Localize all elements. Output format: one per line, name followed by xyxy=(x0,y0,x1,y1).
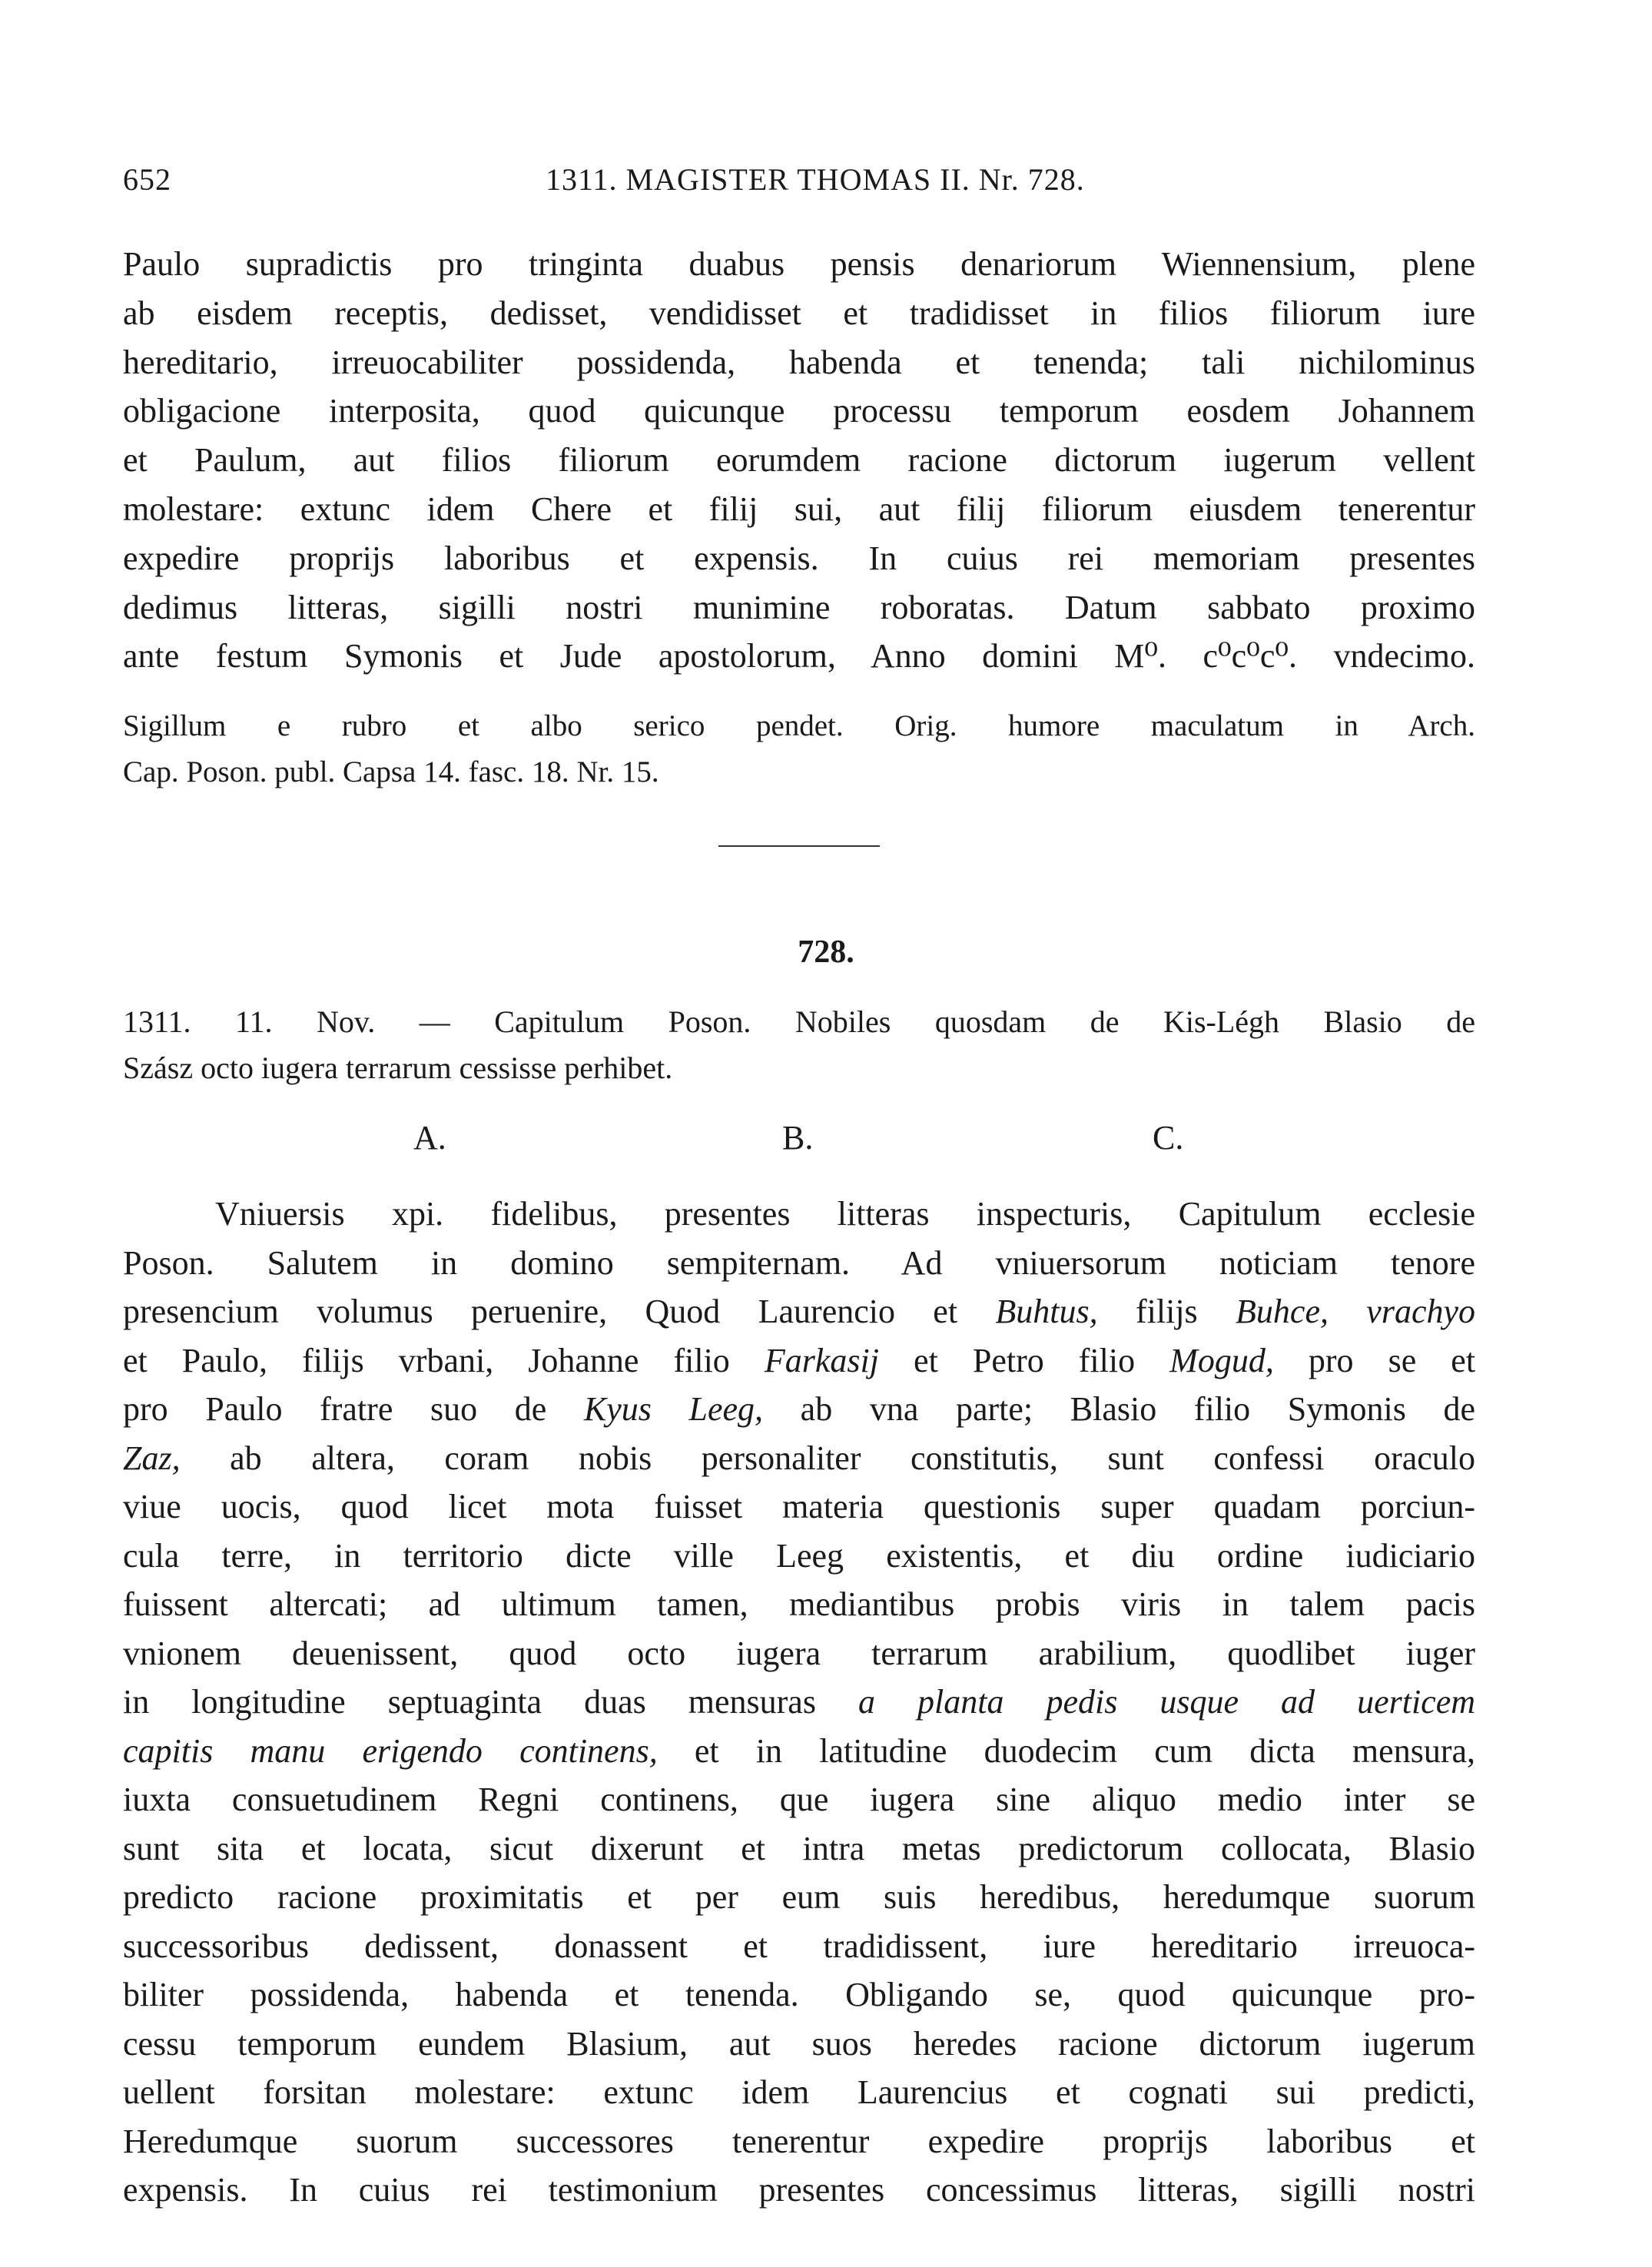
document-number: 728. xyxy=(798,934,854,970)
text-line: Heredumque suorum successores tenerentur expedire proprijs laboribus et xyxy=(123,2122,1475,2160)
text-line: fuissent altercati; ad ultimum tamen, mediantibus probis viris in talem pacis xyxy=(123,1585,1475,1623)
text-line: molestare: extunc idem Chere et filij sui, aut filij filiorum eiusdem tenerentur xyxy=(123,490,1475,528)
text-line: uellent forsitan molestare: extunc idem Laurencius et cognati sui predicti, xyxy=(123,2073,1475,2111)
text-line: et Paulo, filijs vrbani, Johanne filio Farkasij et Petro filio Mogud, pro se et xyxy=(123,1341,1476,1379)
regest-line: 1311. 11. Nov. — Capitulum Poson. Nobiles quosdam de Kis-Légh Blasio de xyxy=(123,1004,1475,1039)
note-line: Cap. Poson. publ. Capsa 14. fasc. 18. Nr. 15. xyxy=(123,755,659,788)
section-divider xyxy=(718,845,880,847)
place-name: Kyus Leeg, xyxy=(583,1390,764,1428)
personal-name: Mogud, xyxy=(1169,1341,1274,1379)
personal-name: Buhce, vrachyo xyxy=(1236,1293,1476,1330)
text-line: viue uocis, quod licet mota fuisset materia questionis super quadam porciun- xyxy=(123,1488,1475,1525)
text-line: dedimus litteras, sigilli nostri munimine roboratas. Datum sabbato proximo xyxy=(123,588,1475,626)
text-line: Paulo supradictis pro tringinta duabus pensis denariorum Wiennensium, plene xyxy=(123,245,1475,283)
personal-name: Buhtus, xyxy=(995,1293,1098,1330)
variant-c: C. xyxy=(1153,1119,1184,1157)
running-header xyxy=(123,161,1475,207)
charter-text xyxy=(123,1190,1475,2215)
page-number: 652 xyxy=(123,162,171,197)
text-line: capitis manu erigendo continens, et in latitudine duodecim cum dicta mensura, xyxy=(123,1731,1475,1770)
text-line: ante festum Symonis et Jude apostolorum, Anno domini M⁰. c⁰c⁰c⁰. vndecimo. xyxy=(123,637,1475,675)
continuation-text xyxy=(123,240,1475,681)
text-line: predicto racione proximitatis et per eum suis heredibus, heredumque suorum xyxy=(123,1878,1475,1916)
text-line: expensis. In cuius rei testimonium presentes concessimus litteras, sigilli nostri xyxy=(123,2171,1475,2209)
running-title: 1311. MAGISTER THOMAS II. Nr. 728. xyxy=(546,162,1085,197)
regest-line: Szász octo iugera terrarum cessisse perhibet. xyxy=(123,1051,673,1085)
emphasis: capitis manu erigendo continens, xyxy=(123,1731,658,1770)
text-line: in longitudine septuaginta duas mensuras a planta pedis usque ad uerticem xyxy=(123,1683,1475,1721)
text-line: presencium volumus peruenire, Quod Laurencio et Buhtus, filijs Buhce, vrachyo xyxy=(123,1293,1476,1330)
variant-a: A. xyxy=(413,1119,446,1157)
text-line: expedire proprijs laboribus et expensis. In cuius rei memoriam presentes xyxy=(123,539,1475,577)
note-line: Sigillum e rubro et albo serico pendet. Orig. humore maculatum in Arch. xyxy=(123,709,1475,742)
text-line: biliter possidenda, habenda et tenenda. Obligando se, quod quicunque pro- xyxy=(123,1976,1475,2013)
text-line: hereditario, irreuocabiliter possidenda, habenda et tenenda; tali nichilominus xyxy=(123,343,1475,381)
text-line: cula terre, in territorio dicte ville Leeg existentis, et diu ordine iudiciario xyxy=(123,1536,1475,1575)
text-line: successoribus dedissent, donassent et tradidissent, iure hereditario irreuoca- xyxy=(123,1927,1475,1965)
regest xyxy=(123,999,1475,1091)
personal-name: Farkasij xyxy=(764,1341,879,1379)
text-line: obligacione interposita, quod quicunque processu temporum eosdem Johannem xyxy=(123,392,1475,430)
text-line: vnionem deuenissent, quod octo iugera terrarum arabilium, quodlibet iuger xyxy=(123,1634,1475,1672)
text-line: Vniuersis xpi. fidelibus, presentes litteras inspecturis, Capitulum ecclesie xyxy=(215,1195,1475,1233)
variant-b: B. xyxy=(782,1119,814,1157)
text-line: sunt sita et locata, sicut dixerunt et intra metas predictorum collocata, Blasio xyxy=(123,1829,1475,1867)
text-line: Zaz, ab altera, coram nobis personaliter constitutis, sunt confessi oraculo xyxy=(123,1439,1476,1477)
text-line: cessu temporum eundem Blasium, aut suos heredes racione dictorum iugerum xyxy=(123,2024,1475,2063)
text-line: pro Paulo fratre suo de Kyus Leeg, ab vna parte; Blasio filio Symonis de xyxy=(123,1390,1475,1428)
text-line: iuxta consuetudinem Regni continens, que iugera sine aliquo medio inter se xyxy=(123,1781,1475,1818)
archival-note xyxy=(123,703,1475,795)
place-name: Zaz, xyxy=(123,1439,181,1477)
emphasis: a planta pedis usque ad uerticem xyxy=(858,1683,1475,1721)
text-line: ab eisdem receptis, dedisset, vendidisset et tradidisset in filios filiorum iure xyxy=(123,294,1475,332)
text-line: Poson. Salutem in domino sempiternam. Ad vniuersorum noticiam tenore xyxy=(123,1243,1475,1282)
text-line: et Paulum, aut filios filiorum eorumdem racione dictorum iugerum vellent xyxy=(123,441,1475,480)
